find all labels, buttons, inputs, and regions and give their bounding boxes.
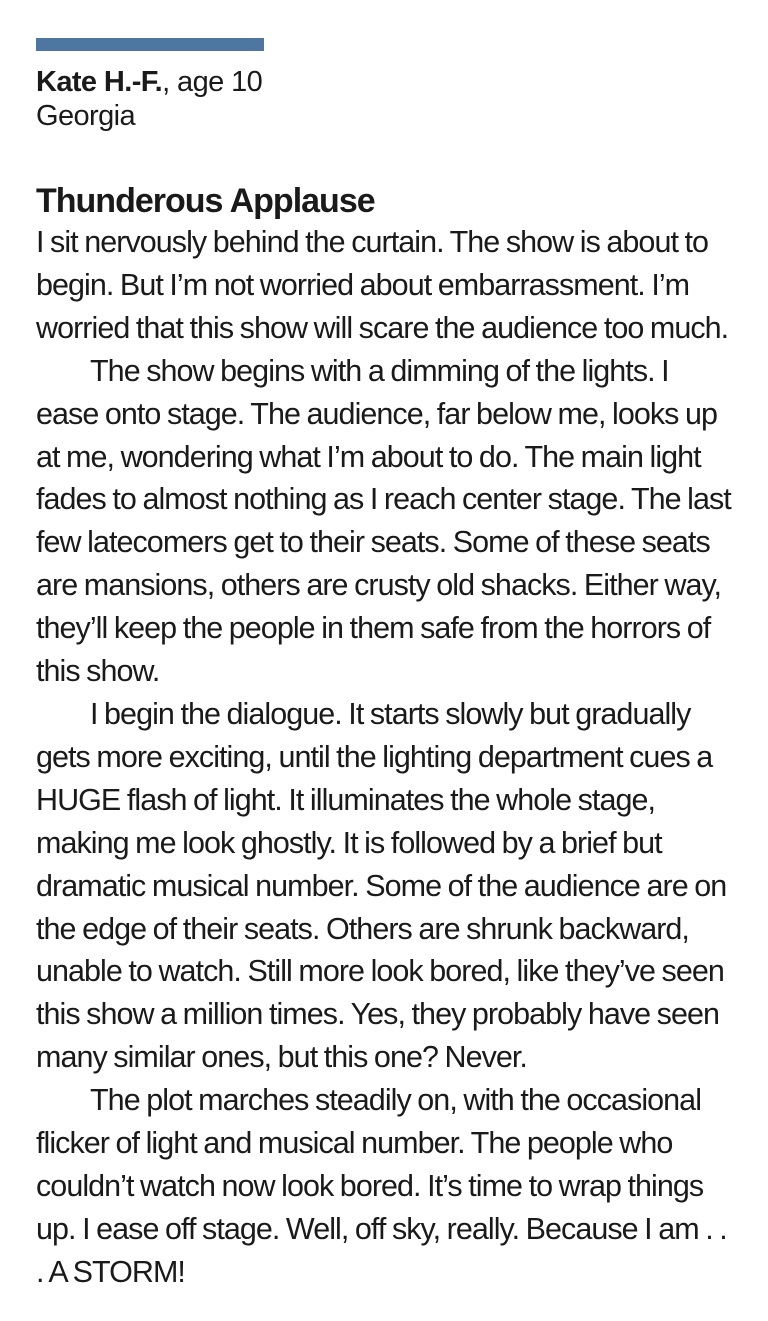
story-page [36,38,736,1294]
author-age: , age 10 [162,66,263,98]
author-location: Georgia [36,100,135,132]
story-paragraph: I begin the dialogue. It starts slowly but gradually gets more exciting, until the lighting department cues a HUGE flash of light. It illuminates the whole stage, making me look ghostly. It is followed by a brief but dramatic musical number. Some of the audience are on the edge of their seats. Others are shrunk backward, unable to watch. Still more look bored, like they’ve seen this show a million times. Yes, they probably have seen many similar ones, but this one? Never. [36,696,727,1075]
story-paragraph: The plot marches steadily on, with the occasional flicker of light and musical number. The people who couldn’t watch now look bored. It’s time to wrap things up. I ease off stage. Well, off sky, really. Because I am . . . A STORM! [36,1083,727,1289]
author-line [36,65,736,99]
author-name: Kate H.-F. [36,66,163,98]
accent-bar [36,38,264,51]
story-title: Thunderous Applause [36,182,375,220]
story-body [36,221,736,1294]
story-paragraph: The show begins with a dimming of the lights. I ease onto stage. The audience, far below me, looks up at me, wondering what I’m about to do. The main light fades to almost nothing as I reach center stage. The last few latecomers get to their seats. Some of these seats are mansions, others are crusty old shacks. Either way, they’ll keep the people in them safe from the horrors of this show. [36,353,731,689]
story-paragraph: I sit nervously behind the curtain. The show is about to begin. But I’m not worried about embarrassment. I’m worried that this show will scare the audience too much. [36,225,729,345]
author-byline [36,65,736,133]
